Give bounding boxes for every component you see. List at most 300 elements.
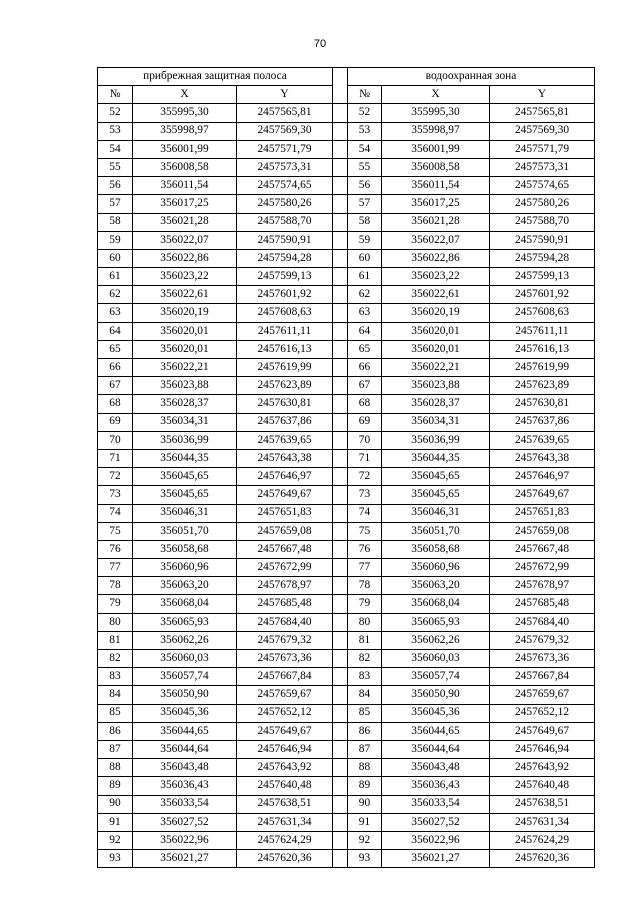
table-row [98,831,595,849]
cell-x: 356036,99 [382,431,490,449]
cell-num: 59 [348,231,382,249]
cell-y: 2457569,30 [490,122,595,140]
cell-y: 2457652,12 [237,704,333,722]
cell-x: 356022,86 [133,249,237,267]
column-gap [333,286,348,304]
cell-x: 356011,54 [133,177,237,195]
cell-x: 356001,99 [133,140,237,158]
cell-num: 64 [98,322,133,340]
cell-x: 356034,31 [382,413,490,431]
cell-num: 60 [348,249,382,267]
cell-x: 356022,07 [133,231,237,249]
cell-y: 2457679,32 [490,631,595,649]
cell-num: 83 [98,668,133,686]
cell-x: 356062,26 [133,631,237,649]
cell-x: 356021,28 [382,213,490,231]
table-row [98,359,595,377]
cell-x: 356033,54 [133,795,237,813]
section-title-water-protection-zone: водоохранная зона [348,68,595,86]
cell-num: 57 [98,195,133,213]
column-gap [333,158,348,176]
cell-y: 2457672,99 [237,559,333,577]
cell-num: 86 [348,722,382,740]
cell-x: 356027,52 [133,813,237,831]
cell-y: 2457659,67 [490,686,595,704]
column-gap [333,449,348,467]
table-row [98,704,595,722]
cell-x: 356057,74 [133,668,237,686]
cell-y: 2457630,81 [237,395,333,413]
cell-x: 356065,93 [133,613,237,631]
cell-num: 88 [348,759,382,777]
cell-y: 2457573,31 [237,158,333,176]
cell-y: 2457667,84 [490,668,595,686]
cell-x: 356050,90 [133,686,237,704]
cell-x: 356022,96 [133,831,237,849]
cell-x: 356036,43 [382,777,490,795]
table-row [98,468,595,486]
cell-y: 2457590,91 [490,231,595,249]
cell-y: 2457630,81 [490,395,595,413]
table-row [98,377,595,395]
cell-y: 2457638,51 [490,795,595,813]
cell-x: 356021,27 [133,850,237,868]
column-gap [333,68,348,104]
cell-x: 356022,96 [382,831,490,849]
cell-num: 63 [98,304,133,322]
cell-num: 87 [98,740,133,758]
cell-y: 2457601,92 [237,286,333,304]
cell-y: 2457594,28 [490,249,595,267]
cell-x: 356020,19 [382,304,490,322]
cell-y: 2457616,13 [237,340,333,358]
cell-y: 2457672,99 [490,559,595,577]
cell-x: 356058,68 [382,540,490,558]
cell-x: 356011,54 [382,177,490,195]
cell-x: 356028,37 [382,395,490,413]
cell-num: 71 [98,449,133,467]
cell-num: 74 [98,504,133,522]
cell-num: 78 [98,577,133,595]
column-gap [333,359,348,377]
cell-y: 2457640,48 [237,777,333,795]
cell-x: 356065,93 [382,613,490,631]
column-gap [333,322,348,340]
cell-num: 61 [98,268,133,286]
cell-num: 89 [348,777,382,795]
cell-y: 2457611,11 [237,322,333,340]
cell-x: 356063,20 [133,577,237,595]
table-row [98,195,595,213]
cell-y: 2457643,38 [237,449,333,467]
cell-y: 2457623,89 [237,377,333,395]
coordinates-table [97,67,595,868]
cell-y: 2457659,67 [237,686,333,704]
col-header-x: X [382,86,490,104]
cell-num: 78 [348,577,382,595]
table-row [98,777,595,795]
cell-y: 2457637,86 [490,413,595,431]
cell-x: 356023,22 [133,268,237,286]
cell-num: 73 [348,486,382,504]
cell-num: 62 [98,286,133,304]
cell-y: 2457573,31 [490,158,595,176]
cell-x: 356050,90 [382,686,490,704]
cell-num: 79 [348,595,382,613]
table-row [98,268,595,286]
cell-num: 62 [348,286,382,304]
cell-x: 356057,74 [382,668,490,686]
cell-num: 91 [348,813,382,831]
column-gap [333,177,348,195]
cell-y: 2457580,26 [237,195,333,213]
column-gap [333,540,348,558]
cell-num: 87 [348,740,382,758]
cell-num: 72 [348,468,382,486]
cell-y: 2457640,48 [490,777,595,795]
col-header-y: Y [490,86,595,104]
cell-y: 2457646,97 [237,468,333,486]
cell-y: 2457594,28 [237,249,333,267]
cell-y: 2457646,94 [237,740,333,758]
cell-x: 356044,64 [133,740,237,758]
cell-x: 356008,58 [382,158,490,176]
cell-x: 356045,36 [382,704,490,722]
cell-num: 88 [98,759,133,777]
cell-y: 2457649,67 [490,486,595,504]
cell-x: 356020,01 [382,322,490,340]
cell-x: 356045,65 [382,486,490,504]
cell-y: 2457637,86 [237,413,333,431]
table-row [98,122,595,140]
cell-x: 355998,97 [133,122,237,140]
cell-num: 82 [348,650,382,668]
cell-y: 2457620,36 [237,850,333,868]
column-gap [333,740,348,758]
column-gap [333,377,348,395]
table-row [98,304,595,322]
table-row [98,504,595,522]
cell-y: 2457678,97 [237,577,333,595]
cell-num: 74 [348,504,382,522]
cell-x: 356022,21 [382,359,490,377]
cell-num: 80 [98,613,133,631]
column-gap [333,577,348,595]
cell-num: 90 [98,795,133,813]
cell-y: 2457619,99 [237,359,333,377]
cell-num: 58 [98,213,133,231]
cell-y: 2457667,84 [237,668,333,686]
cell-num: 77 [98,559,133,577]
column-gap [333,668,348,686]
cell-x: 356060,96 [382,559,490,577]
table-row [98,850,595,868]
cell-y: 2457608,63 [490,304,595,322]
column-gap [333,686,348,704]
cell-num: 65 [98,340,133,358]
cell-y: 2457571,79 [490,140,595,158]
cell-num: 85 [348,704,382,722]
cell-x: 356063,20 [382,577,490,595]
cell-x: 356017,25 [133,195,237,213]
column-gap [333,140,348,158]
table-row [98,650,595,668]
cell-y: 2457623,89 [490,377,595,395]
column-gap [333,122,348,140]
table-row [98,449,595,467]
cell-num: 76 [98,540,133,558]
cell-num: 60 [98,249,133,267]
table-row [98,577,595,595]
cell-y: 2457574,65 [490,177,595,195]
table-body [98,104,595,868]
cell-y: 2457601,92 [490,286,595,304]
column-gap [333,650,348,668]
cell-y: 2457673,36 [237,650,333,668]
page-number: 70 [313,38,327,50]
cell-x: 356045,65 [133,468,237,486]
cell-x: 356020,01 [382,340,490,358]
column-gap [333,795,348,813]
cell-x: 356022,86 [382,249,490,267]
cell-x: 356051,70 [382,522,490,540]
cell-num: 66 [98,359,133,377]
cell-num: 52 [348,104,382,122]
cell-y: 2457651,83 [237,504,333,522]
cell-x: 356044,65 [382,722,490,740]
cell-y: 2457624,29 [237,831,333,849]
cell-x: 356020,01 [133,322,237,340]
table-row [98,522,595,540]
cell-x: 356060,03 [133,650,237,668]
cell-y: 2457679,32 [237,631,333,649]
cell-y: 2457574,65 [237,177,333,195]
column-gap [333,595,348,613]
cell-num: 68 [98,395,133,413]
cell-num: 53 [98,122,133,140]
cell-x: 356022,61 [133,286,237,304]
column-gap [333,486,348,504]
cell-num: 61 [348,268,382,286]
cell-num: 64 [348,322,382,340]
cell-num: 72 [98,468,133,486]
cell-x: 356020,01 [133,340,237,358]
cell-y: 2457643,38 [490,449,595,467]
cell-num: 71 [348,449,382,467]
cell-x: 356022,07 [382,231,490,249]
cell-x: 356028,37 [133,395,237,413]
column-gap [333,813,348,831]
cell-x: 356008,58 [133,158,237,176]
table-row [98,395,595,413]
column-gap [333,195,348,213]
cell-num: 52 [98,104,133,122]
cell-num: 58 [348,213,382,231]
table-row [98,177,595,195]
cell-num: 75 [348,522,382,540]
cell-y: 2457639,65 [237,431,333,449]
cell-y: 2457651,83 [490,504,595,522]
cell-x: 356020,19 [133,304,237,322]
cell-y: 2457659,08 [237,522,333,540]
cell-y: 2457643,92 [237,759,333,777]
column-gap [333,431,348,449]
cell-x: 356033,54 [382,795,490,813]
cell-num: 69 [348,413,382,431]
cell-x: 356060,03 [382,650,490,668]
cell-num: 77 [348,559,382,577]
cell-x: 356068,04 [382,595,490,613]
cell-y: 2457588,70 [490,213,595,231]
cell-x: 356051,70 [133,522,237,540]
column-gap [333,104,348,122]
cell-y: 2457590,91 [237,231,333,249]
cell-num: 70 [348,431,382,449]
table-row [98,286,595,304]
cell-num: 56 [98,177,133,195]
cell-y: 2457599,13 [490,268,595,286]
cell-num: 59 [98,231,133,249]
cell-num: 84 [348,686,382,704]
cell-y: 2457673,36 [490,650,595,668]
column-gap [333,504,348,522]
table-row [98,595,595,613]
table-row [98,540,595,558]
cell-num: 73 [98,486,133,504]
cell-x: 356001,99 [382,140,490,158]
col-header-num: № [98,86,133,104]
table-row [98,631,595,649]
cell-x: 356058,68 [133,540,237,558]
cell-y: 2457646,97 [490,468,595,486]
column-gap [333,850,348,868]
cell-x: 356027,52 [382,813,490,831]
cell-y: 2457624,29 [490,831,595,849]
column-gap [333,395,348,413]
cell-num: 54 [348,140,382,158]
cell-num: 66 [348,359,382,377]
cell-x: 356023,88 [382,377,490,395]
table-row [98,213,595,231]
cell-num: 54 [98,140,133,158]
cell-x: 356023,88 [133,377,237,395]
table-row [98,559,595,577]
column-gap [333,340,348,358]
column-gap [333,613,348,631]
cell-y: 2457649,67 [237,722,333,740]
column-gap [333,413,348,431]
cell-num: 63 [348,304,382,322]
section-header-row [98,68,595,86]
cell-num: 81 [98,631,133,649]
table-row [98,813,595,831]
table-row [98,613,595,631]
column-gap [333,268,348,286]
cell-num: 86 [98,722,133,740]
cell-num: 69 [98,413,133,431]
cell-x: 356044,35 [133,449,237,467]
column-gap [333,722,348,740]
column-gap [333,468,348,486]
cell-x: 356044,65 [133,722,237,740]
cell-y: 2457569,30 [237,122,333,140]
col-header-x: X [133,86,237,104]
cell-num: 75 [98,522,133,540]
cell-y: 2457652,12 [490,704,595,722]
table-row [98,722,595,740]
cell-y: 2457611,11 [490,322,595,340]
column-gap [333,522,348,540]
table-row [98,431,595,449]
cell-x: 356044,35 [382,449,490,467]
section-title-coastal-strip: прибрежная защитная полоса [98,68,333,86]
cell-num: 70 [98,431,133,449]
cell-x: 356046,31 [382,504,490,522]
cell-y: 2457619,99 [490,359,595,377]
cell-y: 2457685,48 [237,595,333,613]
cell-num: 68 [348,395,382,413]
col-header-y: Y [237,86,333,104]
table-row [98,740,595,758]
cell-y: 2457631,34 [490,813,595,831]
cell-x: 356043,48 [133,759,237,777]
column-gap [333,559,348,577]
table-row [98,795,595,813]
table-row [98,486,595,504]
cell-y: 2457684,40 [237,613,333,631]
cell-x: 355995,30 [382,104,490,122]
table-row [98,322,595,340]
column-gap [333,304,348,322]
column-gap [333,704,348,722]
table-row [98,158,595,176]
cell-y: 2457639,65 [490,431,595,449]
cell-num: 89 [98,777,133,795]
cell-y: 2457643,92 [490,759,595,777]
column-gap [333,831,348,849]
cell-num: 79 [98,595,133,613]
cell-num: 83 [348,668,382,686]
cell-x: 356036,43 [133,777,237,795]
cell-x: 356045,65 [382,468,490,486]
cell-num: 53 [348,122,382,140]
table-row [98,140,595,158]
cell-x: 356060,96 [133,559,237,577]
cell-y: 2457667,48 [490,540,595,558]
column-gap [333,231,348,249]
cell-y: 2457649,67 [490,722,595,740]
cell-y: 2457638,51 [237,795,333,813]
table-row [98,231,595,249]
cell-x: 356036,99 [133,431,237,449]
cell-y: 2457616,13 [490,340,595,358]
cell-num: 80 [348,613,382,631]
cell-y: 2457599,13 [237,268,333,286]
cell-y: 2457667,48 [237,540,333,558]
cell-x: 355995,30 [133,104,237,122]
cell-y: 2457631,34 [237,813,333,831]
column-gap [333,213,348,231]
cell-num: 93 [98,850,133,868]
cell-x: 356045,65 [133,486,237,504]
cell-y: 2457588,70 [237,213,333,231]
cell-x: 356017,25 [382,195,490,213]
cell-num: 93 [348,850,382,868]
cell-num: 76 [348,540,382,558]
column-gap [333,631,348,649]
cell-num: 67 [348,377,382,395]
table-row [98,759,595,777]
